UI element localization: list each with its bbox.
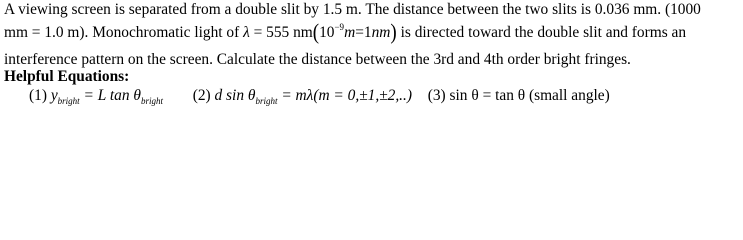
equation-2-lhs: d sin θ [214, 87, 256, 104]
equation-1-rhs: = L tan θ [83, 87, 141, 104]
equals-one: =1 [355, 24, 372, 41]
close-paren: ) [390, 20, 397, 45]
lambda-symbol: λ [243, 24, 250, 41]
nanometer-unit: nm [371, 24, 391, 41]
ten-base: 10 [319, 24, 335, 41]
equation-1-label: (1) [29, 87, 47, 104]
helpful-equations-heading [4, 68, 129, 86]
equation-1-y-subscript: bright [57, 96, 80, 106]
equation-2-eq: = m [281, 87, 307, 104]
wavelength-value: = 555 nm [253, 24, 313, 41]
equation-2-condition: (m = 0,±1,±2,..) [313, 87, 413, 104]
equation-3 [428, 87, 610, 105]
problem-text-line-3: interference pattern on the screen. Calculate the distance between the 3rd and 4th order bright fringes. [4, 51, 631, 68]
equation-3-label: (3) [427, 87, 446, 104]
equation-1-y: y [50, 87, 58, 104]
equation-3-expression: sin θ = tan θ (small angle) [449, 87, 610, 104]
heading-text: Helpful Equations: [4, 68, 130, 85]
equation-1 [29, 87, 163, 106]
problem-text-line-2a: mm = 1.0 m). Monochromatic light of [4, 24, 240, 41]
problem-line-3 [4, 51, 631, 69]
equation-2-lambda: λ [306, 87, 314, 104]
equation-1-theta-subscript: bright [140, 96, 163, 106]
equations-line [29, 87, 610, 106]
problem-text-line-2c: is directed toward the double slit and forms an [400, 24, 687, 41]
meter-unit: m [344, 24, 356, 41]
equation-2 [193, 87, 412, 106]
equation-2-label: (2) [192, 87, 211, 104]
problem-text-line-1: A viewing screen is separated from a double slit by 1.5 m. The distance between the two slits is 0.036 mm. (1000 [4, 1, 701, 18]
problem-line-2 [4, 20, 687, 45]
exponent: −9 [334, 22, 345, 32]
problem-line-1 [4, 1, 701, 19]
equation-2-theta-subscript: bright [255, 96, 278, 106]
open-paren: ( [312, 20, 320, 45]
